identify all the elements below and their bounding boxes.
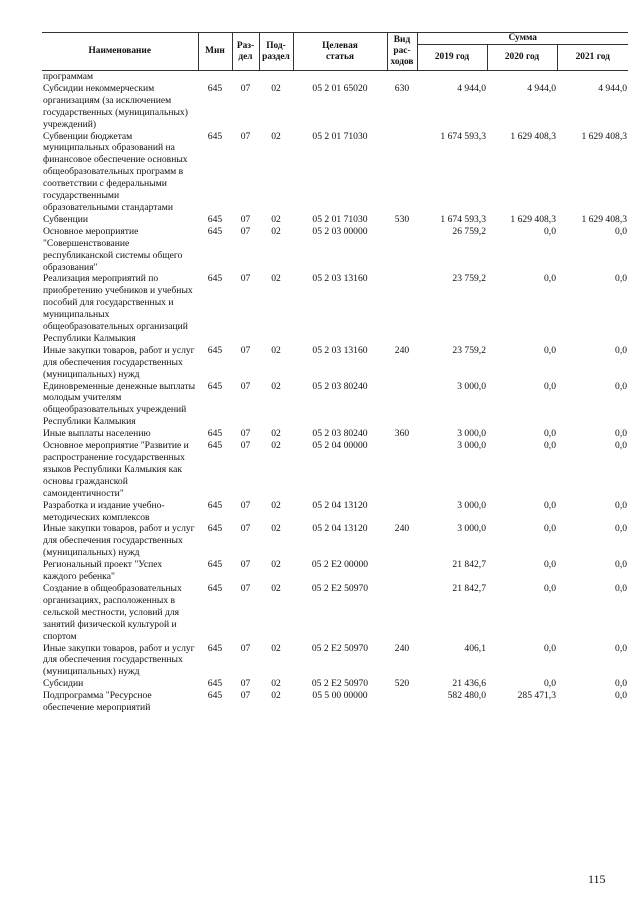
row-target: 05 2 E2 50970 xyxy=(311,642,369,654)
row-target: 05 2 03 80240 xyxy=(312,428,368,440)
row-podrazdel: 02 xyxy=(271,344,281,356)
row-razdel: 07 xyxy=(240,582,251,594)
row-vid xyxy=(387,131,417,214)
row-podrazdel: 02 xyxy=(271,273,281,285)
row-min: 645 xyxy=(207,273,223,285)
row-target: 05 2 04 13120 xyxy=(312,499,368,511)
row-vid: 240 xyxy=(394,642,410,654)
row-sum-2020: 0,0 xyxy=(544,678,556,690)
table-row xyxy=(42,440,628,500)
row-sum-2021 xyxy=(557,71,628,83)
table-row xyxy=(42,345,628,381)
row-sum-2019: 23 759,2 xyxy=(452,273,486,285)
table-row xyxy=(42,381,628,429)
row-target: 05 2 03 13160 xyxy=(312,273,368,285)
row-sum-2021: 0,0 xyxy=(615,344,628,356)
row-vid: 630 xyxy=(394,82,410,94)
row-sum-2020: 0,0 xyxy=(544,440,556,452)
row-podrazdel: 02 xyxy=(271,380,281,392)
row-sum-2021: 0,0 xyxy=(615,380,628,392)
table-row xyxy=(42,214,628,226)
table-row xyxy=(42,678,628,690)
row-podrazdel: 02 xyxy=(271,690,281,702)
table-header xyxy=(42,33,628,71)
row-sum-2021: 0,0 xyxy=(615,428,628,440)
row-sum-2019: 3 000,0 xyxy=(457,440,486,452)
row-min: 645 xyxy=(207,225,223,237)
row-podrazdel: 02 xyxy=(271,213,281,225)
header-year-2020: 2020 год xyxy=(487,45,557,71)
row-razdel xyxy=(232,71,259,83)
row-vid: 360 xyxy=(394,428,410,440)
row-vid xyxy=(387,500,417,524)
row-name: Подпрограмма "Ресурсное обеспечение мероприятий xyxy=(43,690,152,714)
row-target: 05 2 04 00000 xyxy=(312,440,368,452)
row-sum-2020: 0,0 xyxy=(544,642,556,654)
row-min: 645 xyxy=(207,380,223,392)
row-razdel: 07 xyxy=(240,678,251,690)
row-vid xyxy=(387,273,417,344)
row-sum-2021: 0,0 xyxy=(615,225,628,237)
row-razdel: 07 xyxy=(240,523,251,535)
row-sum-2019: 3 000,0 xyxy=(457,523,486,535)
row-target: 05 2 01 71030 xyxy=(312,130,368,142)
row-min: 645 xyxy=(207,499,223,511)
row-sum-2019: 4 944,0 xyxy=(457,82,486,94)
row-sum-2020: 0,0 xyxy=(544,428,556,440)
row-min: 645 xyxy=(207,82,223,94)
header-vid: Вид рас- ходов xyxy=(387,33,417,71)
row-vid xyxy=(387,440,417,500)
row-podrazdel: 02 xyxy=(271,559,281,571)
row-sum-2021: 0,0 xyxy=(615,523,628,535)
row-podrazdel: 02 xyxy=(271,523,281,535)
row-sum-2021: 0,0 xyxy=(615,440,628,452)
row-name: Субвенции xyxy=(43,213,88,225)
row-sum-2019: 3 000,0 xyxy=(457,380,486,392)
row-target xyxy=(293,71,387,83)
row-sum-2020: 0,0 xyxy=(544,273,556,285)
row-min: 645 xyxy=(207,678,223,690)
row-target: 05 2 03 13160 xyxy=(312,344,368,356)
row-sum-2021: 0,0 xyxy=(615,273,628,285)
header-target: Целевая статья xyxy=(293,33,387,71)
row-sum-2020: 0,0 xyxy=(544,499,556,511)
row-sum-2021: 4 944,0 xyxy=(598,82,628,94)
table-row xyxy=(42,428,628,440)
row-vid xyxy=(387,583,417,643)
row-name: Разработка и издание учебно-методических комплексов xyxy=(43,499,165,523)
header-year-2021: 2021 год xyxy=(557,45,628,71)
row-sum-2020: 1 629 408,3 xyxy=(510,213,556,225)
row-sum-2021: 0,0 xyxy=(615,690,628,702)
row-sum-2020: 4 944,0 xyxy=(527,82,556,94)
row-razdel: 07 xyxy=(240,559,251,571)
row-sum-2021: 1 629 408,3 xyxy=(581,130,628,142)
header-razdel: Раз- дел xyxy=(232,33,259,71)
row-target: 05 2 E2 50970 xyxy=(311,678,369,690)
row-name: Реализация мероприятий по приобретению учебников и учебных пособий для государственных и муниципальных общеобразовательных организаций Республики Калмыкия xyxy=(43,273,193,344)
row-sum-2019: 1 674 593,3 xyxy=(440,213,486,225)
row-sum-2019: 406,1 xyxy=(464,642,486,654)
row-podrazdel: 02 xyxy=(271,678,281,690)
row-razdel: 07 xyxy=(240,344,251,356)
row-razdel: 07 xyxy=(240,213,251,225)
row-podrazdel: 02 xyxy=(271,582,281,594)
row-vid xyxy=(387,381,417,429)
row-name: Иные выплаты населению xyxy=(43,428,151,440)
row-sum-2021: 0,0 xyxy=(615,559,628,571)
table-row xyxy=(42,690,628,714)
row-razdel: 07 xyxy=(240,380,251,392)
row-min: 645 xyxy=(207,642,223,654)
row-sum-2019: 26 759,2 xyxy=(452,225,486,237)
row-min: 645 xyxy=(207,523,223,535)
row-vid: 520 xyxy=(394,678,410,690)
row-podrazdel: 02 xyxy=(271,642,281,654)
table-row xyxy=(42,583,628,643)
header-name: Наименование xyxy=(42,33,198,71)
row-sum-2019: 21 842,7 xyxy=(452,559,486,571)
row-vid xyxy=(387,226,417,274)
row-razdel: 07 xyxy=(240,130,251,142)
row-sum-2019: 23 759,2 xyxy=(452,344,486,356)
row-name: Региональный проект "Успех каждого ребенка" xyxy=(43,559,163,583)
row-min: 645 xyxy=(207,130,223,142)
row-podrazdel: 02 xyxy=(271,440,281,452)
row-name: Субсидии некоммерческим организациям (за исключением государственных (муниципальных) учреждений) xyxy=(43,82,188,130)
row-name: Субсидии xyxy=(43,678,84,690)
row-target: 05 2 01 71030 xyxy=(312,213,368,225)
row-sum-2019 xyxy=(417,71,487,83)
row-target: 05 5 00 00000 xyxy=(312,690,368,702)
row-vid: 530 xyxy=(394,213,410,225)
table-row xyxy=(42,71,628,83)
row-sum-2020: 0,0 xyxy=(544,582,556,594)
row-name: Единовременные денежные выплаты молодым учителям общеобразовательных учреждений Республики Калмыкия xyxy=(43,380,196,428)
row-razdel: 07 xyxy=(240,642,251,654)
row-vid xyxy=(387,71,417,83)
table-row xyxy=(42,643,628,679)
header-min: Мин xyxy=(198,33,232,71)
row-target: 05 2 E2 50970 xyxy=(311,582,369,594)
row-name: Субвенции бюджетам муниципальных образований на финансовое обеспечение основных общеобразовательных программ в соответствии с федеральными государственными образовательными стандартами xyxy=(43,130,188,213)
row-min xyxy=(198,71,232,83)
row-vid: 240 xyxy=(394,344,410,356)
page-number: 115 xyxy=(588,872,606,886)
row-name: Иные закупки товаров, работ и услуг для обеспечения государственных (муниципальных) нужд xyxy=(43,523,195,559)
row-razdel: 07 xyxy=(240,440,251,452)
table-row xyxy=(42,559,628,583)
row-sum-2020: 0,0 xyxy=(544,523,556,535)
row-sum-2020: 0,0 xyxy=(544,559,556,571)
row-sum-2019: 582 480,0 xyxy=(447,690,486,702)
row-vid xyxy=(387,559,417,583)
row-min: 645 xyxy=(207,559,223,571)
row-min: 645 xyxy=(207,213,223,225)
table-row xyxy=(42,131,628,214)
header-podrazdel: Под- раздел xyxy=(259,33,293,71)
row-sum-2020: 285 471,3 xyxy=(517,690,556,702)
row-razdel: 07 xyxy=(240,225,251,237)
row-sum-2021: 0,0 xyxy=(615,642,628,654)
row-sum-2019: 3 000,0 xyxy=(457,428,486,440)
row-podrazdel: 02 xyxy=(271,225,281,237)
header-year-2019: 2019 год xyxy=(417,45,487,71)
row-name: Создание в общеобразовательных организациях, расположенных в сельской местности, условий для занятий физической культурой и спортом xyxy=(43,582,182,642)
row-vid xyxy=(387,690,417,714)
header-sum: Сумма xyxy=(417,33,628,45)
row-podrazdel: 02 xyxy=(271,130,281,142)
row-min: 645 xyxy=(207,428,223,440)
row-target: 05 2 E2 00000 xyxy=(311,559,369,571)
row-sum-2020: 0,0 xyxy=(544,344,556,356)
table-row xyxy=(42,523,628,559)
row-sum-2021: 1 629 408,3 xyxy=(581,213,628,225)
row-name: Основное мероприятие "Развитие и распространение государственных языков Республики Калмыкия как основы гражданской самоидентичности" xyxy=(43,440,189,499)
row-sum-2019: 3 000,0 xyxy=(457,499,486,511)
row-podrazdel: 02 xyxy=(271,82,281,94)
row-min: 645 xyxy=(207,582,223,594)
table-body xyxy=(42,71,628,714)
row-vid: 240 xyxy=(394,523,410,535)
row-podrazdel xyxy=(259,71,293,83)
row-sum-2021: 0,0 xyxy=(615,582,628,594)
row-razdel: 07 xyxy=(240,273,251,285)
row-target: 05 2 01 65020 xyxy=(312,82,368,94)
row-sum-2021: 0,0 xyxy=(615,678,628,690)
table-row xyxy=(42,226,628,274)
row-podrazdel: 02 xyxy=(271,499,281,511)
row-razdel: 07 xyxy=(240,690,251,702)
row-sum-2020: 0,0 xyxy=(544,225,556,237)
row-sum-2020: 1 629 408,3 xyxy=(510,130,556,142)
row-min: 645 xyxy=(207,344,223,356)
row-name: программам xyxy=(43,71,94,82)
row-razdel: 07 xyxy=(240,428,251,440)
row-name: Иные закупки товаров, работ и услуг для обеспечения государственных (муниципальных) нужд xyxy=(43,642,195,678)
table-row xyxy=(42,273,628,344)
row-sum-2020: 0,0 xyxy=(544,380,556,392)
row-name: Иные закупки товаров, работ и услуг для обеспечения государственных (муниципальных) нужд xyxy=(43,344,195,380)
row-name: Основное мероприятие "Совершенствование республиканской системы общего образования" xyxy=(43,225,183,273)
row-sum-2019: 21 436,6 xyxy=(452,678,486,690)
row-podrazdel: 02 xyxy=(271,428,281,440)
row-sum-2019: 21 842,7 xyxy=(452,582,486,594)
budget-table xyxy=(42,32,628,714)
row-target: 05 2 03 80240 xyxy=(312,380,368,392)
row-razdel: 07 xyxy=(240,82,251,94)
row-target: 05 2 03 00000 xyxy=(312,225,368,237)
row-sum-2020 xyxy=(487,71,557,83)
row-min: 645 xyxy=(207,440,223,452)
row-sum-2021: 0,0 xyxy=(615,499,628,511)
table-row xyxy=(42,83,628,131)
row-sum-2019: 1 674 593,3 xyxy=(440,130,486,142)
row-razdel: 07 xyxy=(240,499,251,511)
row-min: 645 xyxy=(207,690,223,702)
row-target: 05 2 04 13120 xyxy=(312,523,368,535)
table-row xyxy=(42,500,628,524)
